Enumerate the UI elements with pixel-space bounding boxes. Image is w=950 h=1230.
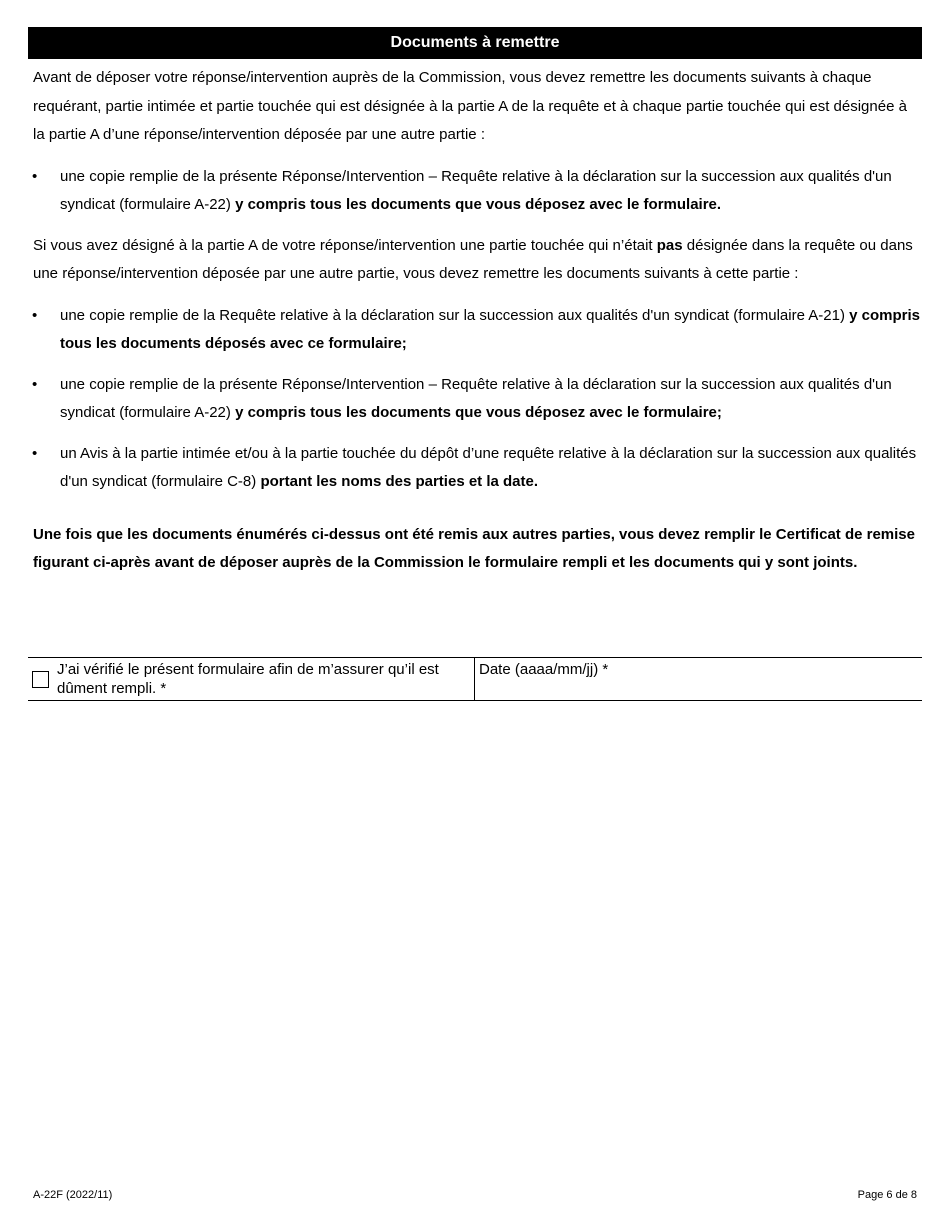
paragraph-emphasis: pas [656, 236, 683, 254]
bullet-symbol: • [32, 444, 38, 462]
list-item-text: une copie remplie de la présente Réponse/Intervention – Requête relative à la déclaration sur la succession aux qualités d'un syndicat (formulaire A-22) [60, 375, 892, 421]
confirmation-cell [28, 658, 475, 700]
list-item [28, 163, 922, 220]
bullet-symbol: • [32, 306, 38, 324]
confirmation-checkbox[interactable] [32, 671, 49, 688]
list-item-bold: y compris tous les documents que vous déposez avec le formulaire. [235, 196, 722, 213]
list-item-text: une copie remplie de la présente Réponse/Intervention – Requête relative à la déclaration sur la succession aux qualités d'un syndicat (formulaire A-22) [60, 167, 892, 213]
list-item [28, 440, 922, 497]
form-id: A-22F (2022/11) [33, 1189, 113, 1201]
bullet-symbol: • [32, 167, 38, 185]
paragraph-text: désignée dans la requête ou dans une réponse/intervention déposée par une autre partie, vous devez remettre les documents suivants à cette partie : [33, 236, 913, 282]
page-number: Page 6 de 8 [857, 1189, 917, 1201]
page [28, 27, 922, 697]
list-item-text: un Avis à la partie intimée et/ou à la partie touchée du dépôt d’une requête relative à la déclaration sur la succession aux qualités d'un syndicat (formulaire C-8) [60, 444, 917, 490]
notice-paragraph: Une fois que les documents énumérés ci-dessus ont été remis aux autres parties, vous devez remplir le Certificat de remise figurant ci-après avant de déposer auprès de la Commission le formulaire rempli et les documents qui y sont joints. [33, 525, 915, 571]
section-title: Documents à remettre [28, 27, 922, 59]
bullet-symbol: • [32, 375, 38, 393]
list-item-text: une copie remplie de la Requête relative à la déclaration sur la succession aux qualités d'un syndicat (formulaire A-21) [60, 306, 850, 324]
list-item [28, 302, 922, 359]
date-input[interactable] [479, 679, 918, 699]
intro-paragraph: Avant de déposer votre réponse/intervention auprès de la Commission, vous devez remettre les documents suivants à chaque requérant, partie intimée et partie touchée qui est désignée à la partie A de la requête et à chaque partie touchée qui est désignée à la partie A d’une réponse/intervention déposée par une autre partie : [33, 69, 907, 143]
confirmation-table [28, 657, 922, 701]
confirmation-label: J’ai vérifié le présent formulaire afin de m’assurer qu’il est dûment rempli. * [57, 661, 439, 697]
second-paragraph [28, 232, 922, 289]
date-label: Date (aaaa/mm/jj) * [479, 661, 609, 678]
bullet-list-2 [28, 302, 922, 497]
list-item-bold: portant les noms des parties et la date. [260, 473, 539, 490]
paragraph-text: Si vous avez désigné à la partie A de votre réponse/intervention une partie touchée qui n’était [33, 236, 657, 254]
date-cell[interactable] [475, 658, 922, 700]
list-item [28, 371, 922, 428]
bullet-list-1 [28, 163, 922, 220]
list-item-bold: y compris tous les documents que vous déposez avec le formulaire; [235, 404, 722, 421]
list-item-bold: y compris tous les documents déposés avec ce formulaire; [60, 306, 921, 352]
